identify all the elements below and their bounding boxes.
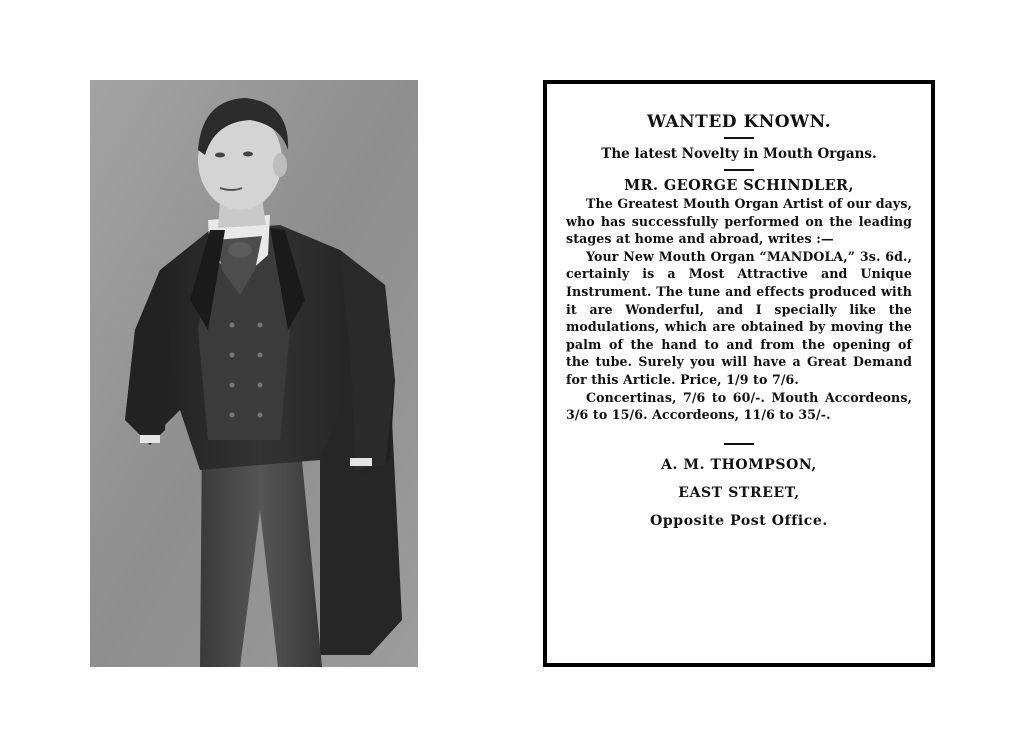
testimonial-body: Your New Mouth Organ “MANDOLA,” 3s. 6d., certainly is a Most Attractive and Unique Instrument. The tune and effects produced with it are Wonderful, and I specially like the modulations, which are obtained by moving the palm of the hand to and from the opening of the tube. Surely you will have a Great Demand for this Article. Price, 1/9 to 7/6. (566, 248, 912, 387)
newspaper-advert (543, 80, 935, 667)
artist-name: MR. GEORGE SCHINDLER, (624, 177, 854, 194)
advert-subheading: The latest Novelty in Mouth Organs. (601, 146, 877, 162)
divider (724, 169, 754, 171)
price-list: Concertinas, 7/6 to 60/-. Mouth Accordeons, 3/6 to 15/6. Accordeons, 11/6 to 35/-. (566, 389, 912, 423)
testimonial-intro: The Greatest Mouth Organ Artist of our days, who has successfully performed on the leading stages at home and abroad, writes :— (566, 196, 912, 247)
advert-body (566, 112, 912, 653)
portrait-photo (90, 80, 418, 667)
portrait-illustration (90, 80, 418, 667)
merchant-location: Opposite Post Office. (650, 512, 828, 529)
advert-heading: WANTED KNOWN. (646, 112, 832, 132)
divider (724, 443, 754, 445)
merchant-street: EAST STREET, (678, 484, 800, 501)
merchant-name: A. M. THOMPSON, (661, 456, 817, 473)
divider (724, 137, 754, 139)
